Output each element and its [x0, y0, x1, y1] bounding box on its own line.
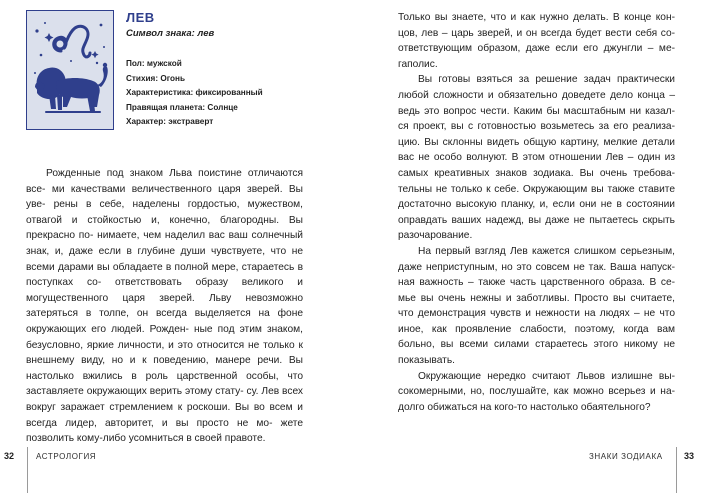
text-line: выделяется на фоне окружающих его людей. Рожден- [26, 308, 304, 335]
left-page-text [26, 166, 303, 447]
text-line: манере речи. Вы настолько вжились в роль царственной [26, 355, 303, 382]
text-line: больно, вы всеми силами стараетесь этого никому не [398, 339, 675, 351]
right-page-number: 33 [684, 451, 695, 461]
text-line: вас не особо волнуют. В этом отношении Лев – один из [398, 152, 675, 164]
text-line: гаполис. [398, 58, 438, 70]
left-page-number: 32 [4, 451, 15, 461]
property-characteristic: Характеристика: фиксированный [126, 88, 263, 97]
text-line: ся проект, вы с готовностью возьметесь за его реализа- [398, 121, 675, 133]
text-line: ми качествами величественного царя зверей. Вы уве- [26, 183, 303, 211]
property-gender: Пол: мужской [126, 59, 182, 68]
text-line: и стойкостью и, конечно, благородны. Вы прекрасно по- [26, 214, 304, 242]
property-character: Характер: экстраверт [126, 117, 214, 126]
leo-lion-icon [27, 11, 113, 129]
text-line: Окружающие нередко считают Львов излишне вы- [418, 370, 675, 382]
property-ruling-planet: Правящая планета: Солнце [126, 102, 238, 112]
text-line: су. Лев всех вокруг заражает стремлением к роскоши. [26, 386, 303, 413]
text-line: цов, лев – царь зверей, и он всегда будет вести себя со- [398, 27, 675, 39]
text-line: показывать. [398, 355, 455, 367]
text-line: цию. Вы склонны видеть общую картину, мелкие детали [398, 136, 675, 148]
paragraph [398, 10, 675, 72]
text-line: тельны не только к себе. Окружающим вы также ставите [398, 183, 675, 195]
text-line: разочарование. [398, 230, 473, 242]
text-line: любой сложности и обязательно доведете дело конца – [398, 89, 675, 101]
text-line: достаточно высокую планку, и, если они не в состоянии [398, 199, 675, 211]
sign-properties [126, 57, 263, 130]
paragraph [398, 244, 675, 369]
text-line: жете позволить кому-либо усомниться в своей правоте. [26, 417, 303, 445]
sign-header [126, 10, 214, 40]
text-line: зверей. Льву невозможно затеряться в толпе, он всегда [26, 292, 303, 320]
paragraph [26, 166, 303, 447]
property-element: Стихия: Огонь [126, 73, 185, 83]
text-line: Рожденные под знаком Льва поистине отличаются все- [26, 168, 303, 195]
right-page-text [398, 10, 675, 415]
left-footer-divider [27, 447, 28, 493]
text-line: особы, что заставляете окружающих верить этому стату- [26, 370, 303, 398]
text-line: ная важность – также часть царственного образа. В се- [398, 277, 675, 289]
zodiac-box [26, 10, 114, 130]
text-line: Вы готовы взяться за решение задач практически [418, 74, 675, 86]
text-line: нимаете, чем наделил вас ваш солнечный знак, и, даже [26, 230, 303, 257]
right-running-header: ЗНАКИ ЗОДИАКА [589, 452, 663, 461]
text-line: ответствовать образу великого и могущественного царя [26, 277, 303, 304]
text-line: даже неприступным, но это совсем не так. Ваша напуск- [398, 261, 675, 273]
text-line: Только вы знаете, что и как нужно делать. В конце кон- [398, 12, 675, 23]
left-running-header: АСТРОЛОГИЯ [36, 452, 97, 461]
text-line: относится не только к внешнему виду, но и к поведению, [26, 339, 303, 367]
text-line: мье вы очень нежны и заботливы. Просто вы считаете, [398, 292, 675, 304]
text-line: что иное, как проявление слабости, поэтому, когда вам [398, 308, 675, 335]
text-line: вы обладаете в полной мере, стараетесь в поступках со- [26, 261, 303, 289]
sign-symbol: Символ знака: лев [126, 28, 215, 39]
text-line: если в глубине души чувствуете, что не всеми дарами [26, 245, 303, 273]
text-line: ведь это вопрос чести. Каким бы масштабным ни казал- [398, 105, 675, 117]
text-line: сокомерными, но, послушайте, как можно всерьез и на- [398, 386, 675, 398]
text-line: ные под этим знаком, безусловно, яркие личности, и это [26, 323, 303, 351]
text-line: Вы во всем и всегда лидер, авторитет, и вы просто не мо- [26, 401, 303, 429]
text-line: рены в себе, наделены гордостью, мужеством, отвагой [26, 199, 303, 226]
paragraph [398, 72, 675, 244]
text-line: самых креативных знаков зодиака. Вы очень требова- [398, 167, 675, 179]
text-line: что демонстрация чувств и нежности на людях – не [398, 308, 660, 320]
text-line: На первый взгляд Лев кажется слишком серьезным, [418, 245, 675, 257]
paragraph [398, 369, 675, 416]
sign-title: ЛЕВ [126, 10, 155, 25]
right-footer-divider [676, 447, 677, 493]
text-line: оправдать ваших надежд, вы даже не пытаетесь скрыть [398, 214, 675, 226]
text-line: долго обижаться на кого-то настолько обаятельного? [398, 401, 651, 413]
text-line: ответствующим образом, даже если его джунгли – ме- [398, 43, 675, 55]
